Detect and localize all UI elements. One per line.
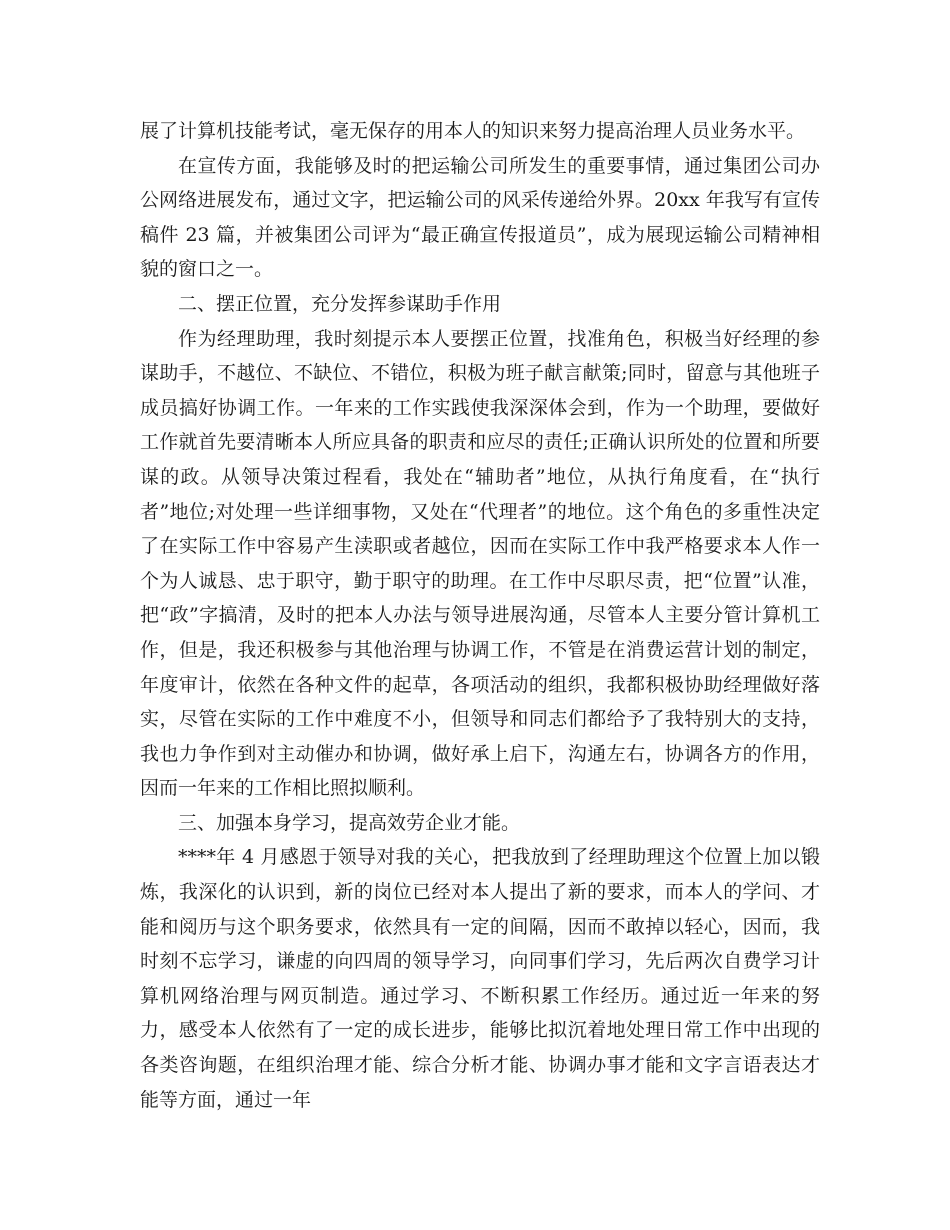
paragraph-learning: ****年 4 月感恩于领导对我的关心，把我放到了经理助理这个位置上加以锻炼，我深化的认识到，新的岗位已经对本人提出了新的要求，而本人的学问、才能和阅历与这个职务要求，依然具有一定的间隔，因而不敢掉以轻心，因而，我时刻不忘学习，谦虚的向四周的领导学习，向同事们学习，先后两次自费学习计算机网络治理与网页制造。通过学习、不断积累工作经历。通过近一年来的努力，感受本人依然有了一定的成长进步，能够比拟沉着地处理日常工作中出现的各类咨询题，在组织治理才能、综合分析才能、协调办事才能和文字言语表达才能等方面，通过一年 [140,846,820,1111]
document-body [140,114,820,1117]
section-heading-2: 二、摆正位置，充分发挥参谋助手作用 [178,292,502,315]
paragraph-1: 展了计算机技能考试，毫无保存的用本人的知识来努力提高治理人员业务水平。 [140,120,806,142]
section-heading-3: 三、加强本身学习，提高效劳企业才能。 [178,811,521,834]
paragraph-publicity: 在宣传方面，我能够及时的把运输公司所发生的重要事情，通过集团公司办公网络进展发布，通过文字，把运输公司的风采传递给外界。20xx 年我写有宣传稿件 23 篇，并被集团公司评为“最正确宣传报道员”，成为展现运输公司精神相貌的窗口之一。 [140,154,820,281]
paragraph-assistant-role: 作为经理助理，我时刻提示本人要摆正位置，找准角色，积极当好经理的参谋助手，不越位、不缺位、不错位，积极为班子献言献策;同时，留意与其他班子成员搞好协调工作。一年来的工作实践使我深深体会到，作为一个助理，要做好工作就首先要清晰本人所应具备的职责和应尽的责任;正确认识所处的位置和所要谋的政。从领导决策过程看，我处在“辅助者”地位，从执行角度看，在“执行者”地位;对处理一些详细事物，又处在“代理者”的地位。这个角色的多重性决定了在实际工作中容易产生渎职或者越位，因而在实际工作中我严格要求本人作一个为人诚恳、忠于职守，勤于职守的助理。在工作中尽职尽责，把“位置”认准，把“政”字搞清，及时的把本人办法与领导进展沟通，尽管本人主要分管计算机工作，但是，我还积极参与其他治理与协调工作，不管是在消费运营计划的制定，年度审计，依然在各种文件的起草，各项活动的组织，我都积极协助经理做好落实，尽管在实际的工作中难度不小，但领导和同志们都给予了我特别大的支持，我也力争作到对主动催办和协调，做好承上启下，沟通左右，协调各方的作用，因而一年来的工作相比照拟顺利。 [140,327,820,800]
